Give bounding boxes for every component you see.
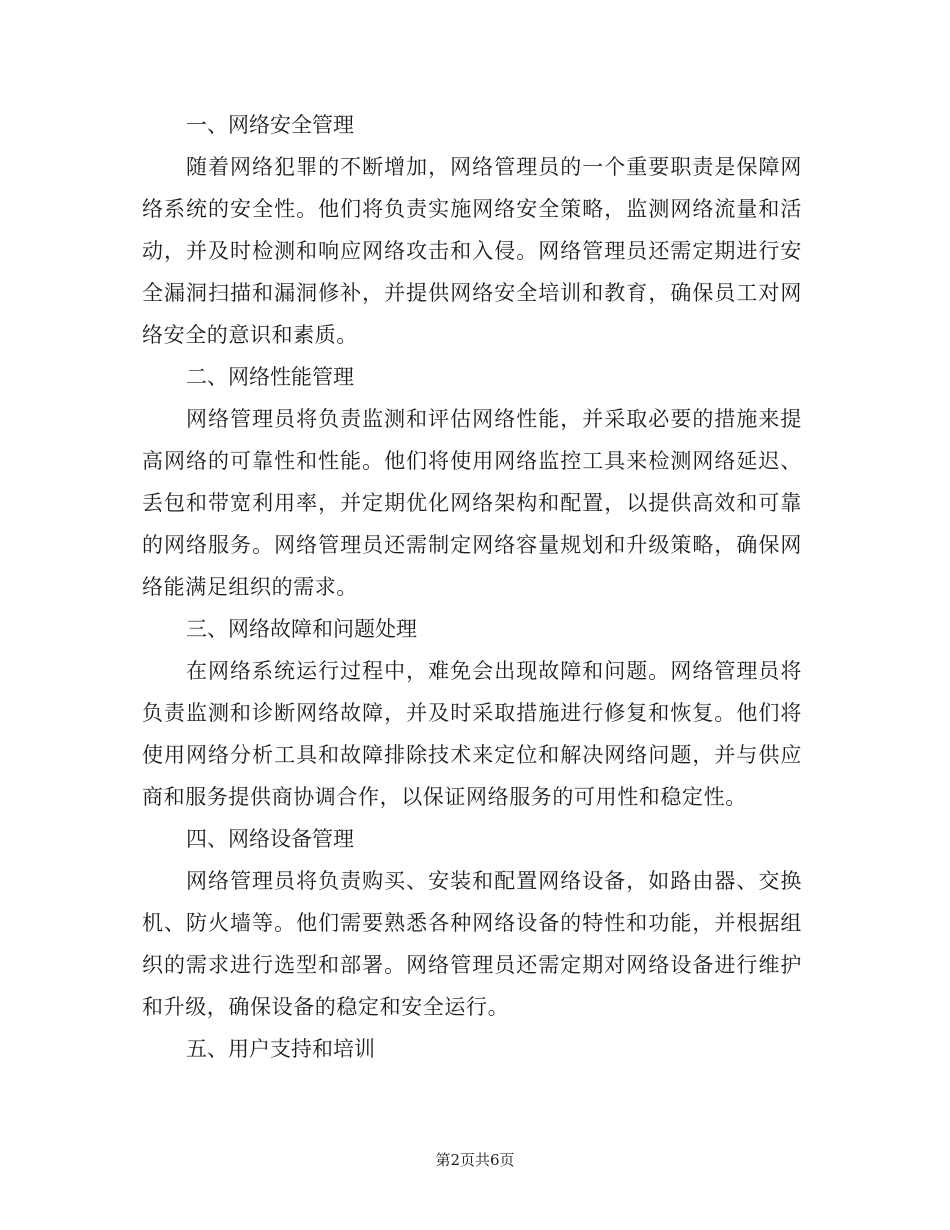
- document-body: [142, 104, 802, 1070]
- section-paragraph: 在网络系统运行过程中，难免会出现故障和问题。网络管理员将负责监测和诊断网络故障，并及时采取措施进行修复和恢复。他们将使用网络分析工具和故障排除技术来定位和解决网络问题，并与供应商和服务提供商协调合作，以保证网络服务的可用性和稳定性。: [142, 659, 802, 809]
- section-user-support: [142, 1028, 802, 1070]
- section-heading: 四、网络设备管理: [186, 827, 354, 851]
- section-paragraph: 网络管理员将负责购买、安装和配置网络设备，如路由器、交换机、防火墙等。他们需要熟悉各种网络设备的特性和功能，并根据组织的需求进行选型和部署。网络管理员还需定期对网络设备进行维护和升级，确保设备的稳定和安全运行。: [142, 869, 802, 1019]
- section-device-management: [142, 818, 802, 1028]
- section-heading: 一、网络安全管理: [186, 113, 354, 137]
- section-heading: 二、网络性能管理: [186, 365, 354, 389]
- section-paragraph: 随着网络犯罪的不断增加，网络管理员的一个重要职责是保障网络系统的安全性。他们将负责实施网络安全策略，监测网络流量和活动，并及时检测和响应网络攻击和入侵。网络管理员还需定期进行安全漏洞扫描和漏洞修补，并提供网络安全培训和教育，确保员工对网络安全的意识和素质。: [142, 155, 802, 347]
- section-heading: 三、网络故障和问题处理: [186, 617, 417, 641]
- section-network-security: [142, 104, 802, 356]
- section-heading: 五、用户支持和培训: [186, 1037, 375, 1061]
- section-paragraph: 网络管理员将负责监测和评估网络性能，并采取必要的措施来提高网络的可靠性和性能。他们将使用网络监控工具来检测网络延迟、丢包和带宽利用率，并定期优化网络架构和配置，以提供高效和可靠的网络服务。网络管理员还需制定网络容量规划和升级策略，确保网络能满足组织的需求。: [142, 407, 802, 599]
- section-fault-handling: [142, 608, 802, 818]
- section-network-performance: [142, 356, 802, 608]
- page-number: 第2页共6页: [435, 1151, 515, 1169]
